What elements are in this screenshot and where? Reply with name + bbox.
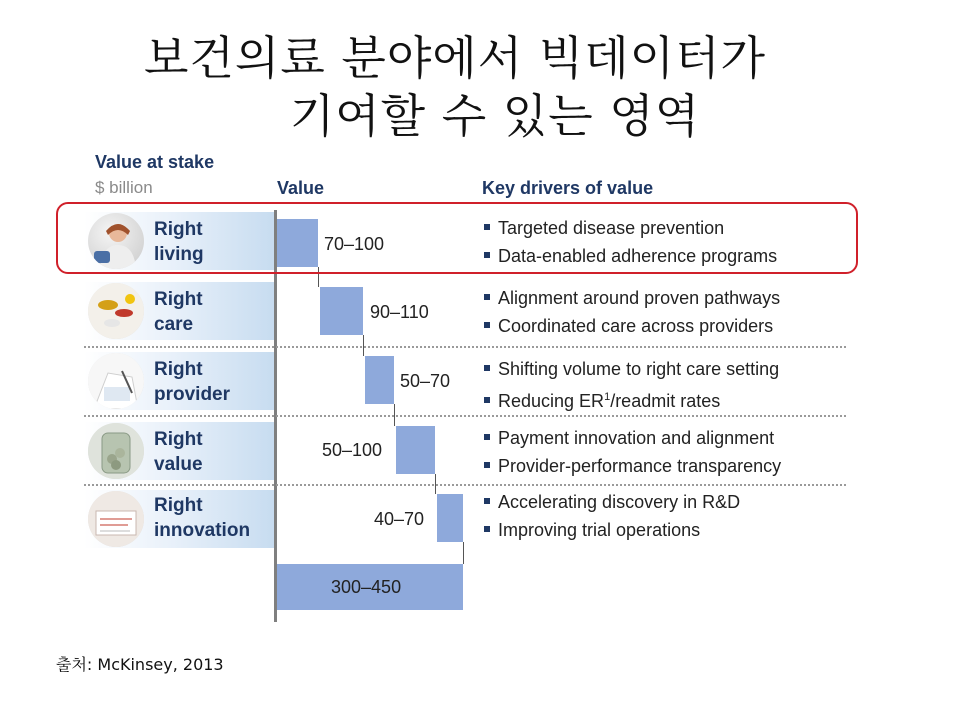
unit-label: $ billion — [95, 178, 153, 197]
footnote-mark: 1 — [604, 391, 611, 403]
row-label: Right value — [154, 429, 203, 475]
value-label-right-innovation: 40–70 — [374, 509, 425, 529]
title-line-1: 보건의료 분야에서 빅데이터가 — [144, 31, 766, 85]
highlight-box-right-living — [56, 202, 858, 274]
bullet-icon — [484, 294, 490, 300]
row-label: Right innovation — [154, 495, 251, 541]
bullet-icon — [484, 397, 490, 403]
row-right-care — [84, 282, 274, 340]
value-label-total: 300–450 — [331, 577, 402, 597]
value-at-stake-header: Value at stake — [95, 152, 215, 172]
row-label: Right care — [154, 289, 203, 335]
driver-text: Reducing ER — [498, 391, 605, 411]
value-label-right-provider: 50–70 — [400, 371, 451, 391]
bar-right-care — [320, 287, 363, 335]
research-documents-photo-icon — [88, 491, 144, 547]
waterfall-connector — [363, 335, 364, 356]
driver-text: Payment innovation and alignment — [498, 428, 775, 448]
driver-text: Data-enabled adherence programs — [498, 246, 778, 266]
coin-jar-photo-icon — [88, 423, 144, 479]
driver-text: Accelerating discovery in R&D — [498, 492, 741, 512]
row-divider — [84, 346, 846, 348]
value-label-right-care: 90–110 — [370, 302, 429, 322]
row-right-provider — [84, 352, 274, 410]
drivers-right-care — [484, 284, 780, 340]
row-label: Right living — [154, 219, 204, 265]
row-right-value — [84, 422, 274, 480]
driver-text: Shifting volume to right care setting — [498, 359, 780, 379]
bullet-icon — [484, 462, 490, 468]
waterfall-connector — [435, 474, 436, 494]
bar-right-provider — [365, 356, 394, 404]
driver-text: Improving trial operations — [498, 520, 701, 540]
bullet-icon — [484, 322, 490, 328]
bar-right-innovation — [437, 494, 463, 542]
row-divider — [84, 484, 846, 486]
driver-text: Provider-performance transparency — [498, 456, 782, 476]
source-citation: 출처: McKinsey, 2013 — [56, 655, 224, 674]
driver-text-suffix: /readmit rates — [610, 391, 721, 411]
bullet-icon — [484, 365, 490, 371]
bullet-icon — [484, 434, 490, 440]
waterfall-connector — [394, 404, 395, 426]
row-right-innovation — [84, 490, 274, 548]
driver-text: Targeted disease prevention — [498, 218, 725, 238]
bullet-icon — [484, 498, 490, 504]
row-label: Right provider — [154, 359, 231, 405]
bullet-icon — [484, 526, 490, 532]
doctor-writing-photo-icon — [88, 353, 144, 409]
drivers-right-innovation — [484, 488, 740, 544]
key-drivers-header: Key drivers of value — [482, 178, 654, 198]
drivers-right-provider — [484, 355, 779, 411]
row-divider — [84, 415, 846, 417]
value-header: Value — [277, 178, 325, 198]
drivers-right-value — [484, 424, 781, 480]
value-label-right-value: 50–100 — [322, 440, 383, 460]
driver-text: Coordinated care across providers — [498, 316, 774, 336]
driver-text: Alignment around proven pathways — [498, 288, 781, 308]
value-label-right-living: 70–100 — [324, 234, 385, 254]
pills-photo-icon — [88, 283, 144, 339]
title-line-2: 기여할 수 있는 영역 — [289, 89, 701, 143]
waterfall-connector — [463, 542, 464, 564]
bar-right-value — [396, 426, 435, 474]
